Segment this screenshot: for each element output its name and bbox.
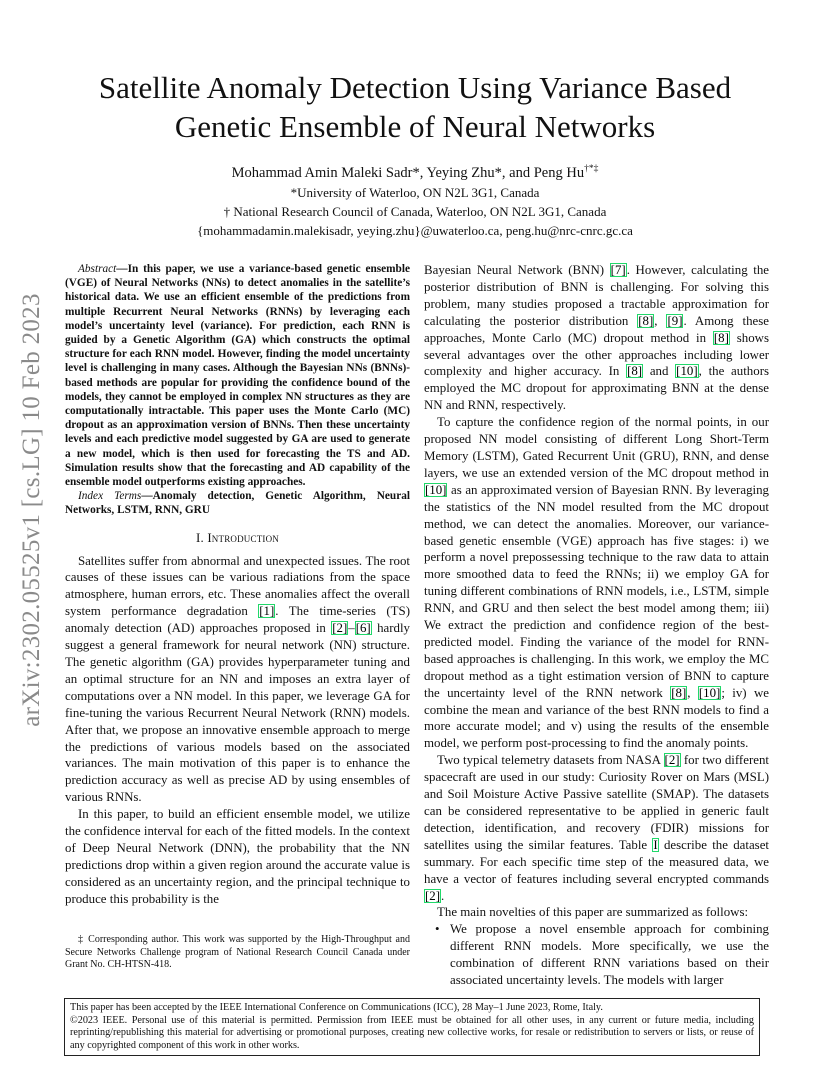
text-run: . Among these approaches, Monte Carlo (MC) dropout method in (424, 313, 770, 345)
intro-paragraph-1 (65, 553, 410, 807)
citation-link[interactable]: [8] (671, 685, 687, 700)
citation-link[interactable]: [10] (676, 364, 698, 379)
text-run: and (643, 364, 676, 379)
novelty-bullet-1: • We propose a novel ensemble approach for combining different RNN models. More specifically, we use the combination of different RNN variations based on their associated uncertainty levels. The models with larger (424, 921, 769, 989)
affiliation-1: *University of Waterloo, ON N2L 3G1, Canada (290, 184, 540, 200)
right-column (424, 262, 769, 989)
footnote: ‡ Corresponding author. This work was supported by the High-Throughput and Secure Networks Challenge program of National Research Council Canada under Grant No. CH-HTSN-418. (65, 934, 410, 971)
index-terms-label: Index Terms (78, 490, 142, 503)
affiliation-2: † National Research Council of Canada, Waterloo, ON N2L 3G1, Canada (223, 203, 607, 219)
right-paragraph-1 (424, 262, 769, 414)
text-run: . The time-series (TS) anomaly detection (AD) approaches proposed in (65, 604, 410, 636)
copyright-notice-box (64, 998, 760, 1056)
left-column (65, 262, 410, 908)
abstract-label: Abstract (78, 263, 117, 275)
right-paragraph-3 (424, 752, 769, 904)
text-run: ; iv) we combine the mean and variance of the best RNN models to find a more accurate model; and v) using the results of the ensemble model, we perform post-processing to find the anomaly points. (424, 685, 769, 751)
right-paragraph-4: The main novelties of this paper are summarized as follows: (437, 905, 749, 920)
title-line-2: Genetic Ensemble of Neural Networks (174, 109, 656, 144)
author-block (40, 160, 790, 240)
text-run: for two different spacecraft are used in our study: Curiosity Rover on Mars (MSL) and Soil Moisture Active Passive satellite (SMAP). The datasets can be considered representative to be applied in generic fault detection, identification, and recovery (FDIR) missions for satellites using the similar features. Table (424, 753, 769, 852)
text-run: , (687, 685, 698, 700)
arxiv-stamp (14, 290, 50, 730)
text-run: Satellites suffer from abnormal and unexpected issues. The root causes of these issues can be various radiations from the space atmosphere, human errors, etc. These anomalies affect the overall system performance degradation (65, 553, 410, 619)
text-run: as an approximated version of Bayesian RNN. By leveraging the statistics of the NN model resulted from the MC dropout method, we can detect the anomalies. Moreover, our variance-based genetic ensemble (VGE) approach has five stages: i) we perform a novel prepossessing technique to the raw data to attain more smoothed data to feed the RNNs; ii) we employ GA for tuning different combinations of RNN models, i.e., LSTM, simple RNN, and GRU and then select the best model among them; iii) We extract the prediction and confidence region of the best-predicted model. Finding the variance of the model for RNN-based approaches is challenging. In this work, we employ the MC dropout method as a tight estimation version of BNN to capture the uncertainty level of the RNN network (424, 482, 769, 700)
citation-link[interactable]: [10] (425, 482, 447, 497)
citation-link[interactable]: [10] (698, 685, 721, 700)
index-terms (65, 489, 410, 517)
right-paragraph-2 (424, 414, 769, 752)
citation-link[interactable]: [6] (355, 621, 371, 636)
text-run: shows several advantages over the other approaches including lower complexity and higher accuracy. In (424, 330, 769, 379)
author-marks: †*‡ (584, 164, 599, 174)
section-number: I. (195, 530, 208, 545)
author-emails: {mohammadamin.malekisadr, yeying.zhu}@uwaterloo.ca, peng.hu@nrc-cnrc.gc.ca (197, 222, 633, 238)
abstract-text: —In this paper, we use a variance-based genetic ensemble (VGE) of Neural Networks (NNs) to detect anomalies in the satellite’s historical data. We use an efficient ensemble of the predictions from multiple Recurrent Neural Networks (RNNs) by leveraging each model’s uncertainty level (variance). For prediction, each RNN is guided by a Genetic Algorithm (GA) which constructs the optimal structure for each RNN model. However, finding the model uncertainty level is challenging in many cases. Although the Bayesian NNs (BNNs)-based methods are popular for providing the confidence bound of the models, they cannot be employed in complex NN structures as they are computationally intractable. This paper uses the Monte Carlo (MC) dropout as an approximation version of BNNs. Then these uncertainty levels and each predictive model suggested by GA are used to generate a new model, which is then used for forecasting the TS and AD. Simulation results show that the forecasting and AD capability of the ensemble model outperforms existing approaches. (65, 263, 410, 489)
text-run: , the authors employed the MC dropout for approximating BNN at the dense NN and RNN, respectively. (424, 364, 769, 413)
citation-link[interactable]: [9] (667, 313, 683, 328)
citation-link[interactable]: [8] (713, 330, 729, 345)
text-run: Two typical telemetry datasets from NASA (437, 753, 664, 768)
citation-link[interactable]: [7] (610, 263, 626, 277)
title-line-1: Satellite Anomaly Detection Using Variance Based (98, 70, 732, 105)
citation-link[interactable]: [8] (638, 313, 654, 328)
citation-link[interactable]: [8] (627, 364, 643, 379)
citation-link[interactable]: [2] (425, 888, 441, 903)
text-run: Bayesian Neural Network (BNN) (424, 263, 610, 277)
index-terms-text: —Anomaly detection, Genetic Algorithm, Neural Networks, LSTM, RNN, GRU (65, 490, 410, 517)
citation-link[interactable]: [2] (664, 753, 680, 768)
text-run: describe the dataset summary. For each specific time step of the measured data, we have a vector of features including several encrypted commands (424, 837, 770, 886)
text-run: hardly suggest a general framework for neural network (NN) structure. The genetic algorithm (GA) provides hyperparameter tuning and an optimal structure for an NN and imposes an extra layer of computations over a NN model. In this paper, we leverage GA for fine-tuning the various Recurrent Neural Network (RNN) models. After that, we propose an innovative ensemble approach to merge the predictions of various models based on the associated variances. The main motivation of this paper is to enhance the prediction accuracy as well as precise AD by using ensembles of various RNNs. (65, 621, 411, 805)
copyright-notice: ©2023 IEEE. Personal use of this material is permitted. Permission from IEEE must be obtained for all other uses, in any current or future media, including reprinting/republishing this material for advertising or promotional purposes, creating new collective works, for resale or redistribution to servers or lists, or reuse of any copyrighted component of this work in other works. (70, 1014, 754, 1051)
author-list: Mohammad Amin Maleki Sadr*, Yeying Zhu*, and Peng Hu (231, 164, 585, 181)
table-link[interactable]: I (653, 837, 658, 852)
citation-link[interactable]: [2] (332, 621, 348, 636)
intro-paragraph-2: In this paper, to build an efficient ensemble model, we utilize the confidence interval for each of the fitted models. In the context of Deep Neural Network (DNN), the probability that the NN predictions drop within a given region around the accurate value is considered as an uncertainty region, and the principal technique to produce this probability is the (65, 807, 410, 906)
section-title: Introduction (207, 530, 280, 545)
acceptance-notice: This paper has been accepted by the IEEE International Conference on Communications (ICC), 28 May–1 June 2023, Rome, Italy. (70, 1002, 603, 1013)
text-run: To capture the confidence region of the normal points, in our proposed NN model consisting of different Long Short-Term Memory (LSTM), Gated Recurrent Unit (GRU), RNN, and dense layers, we use an extended version of the MC dropout method in (424, 415, 769, 480)
citation-link[interactable]: [1] (259, 604, 275, 619)
text-run: – (348, 621, 355, 636)
text-run: . However, calculating the posterior distribution of BNN is challenging. For solving this problem, many studies proposed a tractable approximation for calculating the posterior distribution (424, 263, 769, 328)
section-heading-introduction (65, 530, 410, 547)
author-names (40, 160, 790, 183)
text-run: , (654, 313, 667, 328)
arxiv-id[interactable]: arXiv:2302.05525v1 [cs.LG] 10 Feb 2023 (18, 293, 45, 727)
paper-title (40, 68, 790, 146)
abstract (65, 262, 410, 489)
text-run: . (441, 888, 445, 903)
